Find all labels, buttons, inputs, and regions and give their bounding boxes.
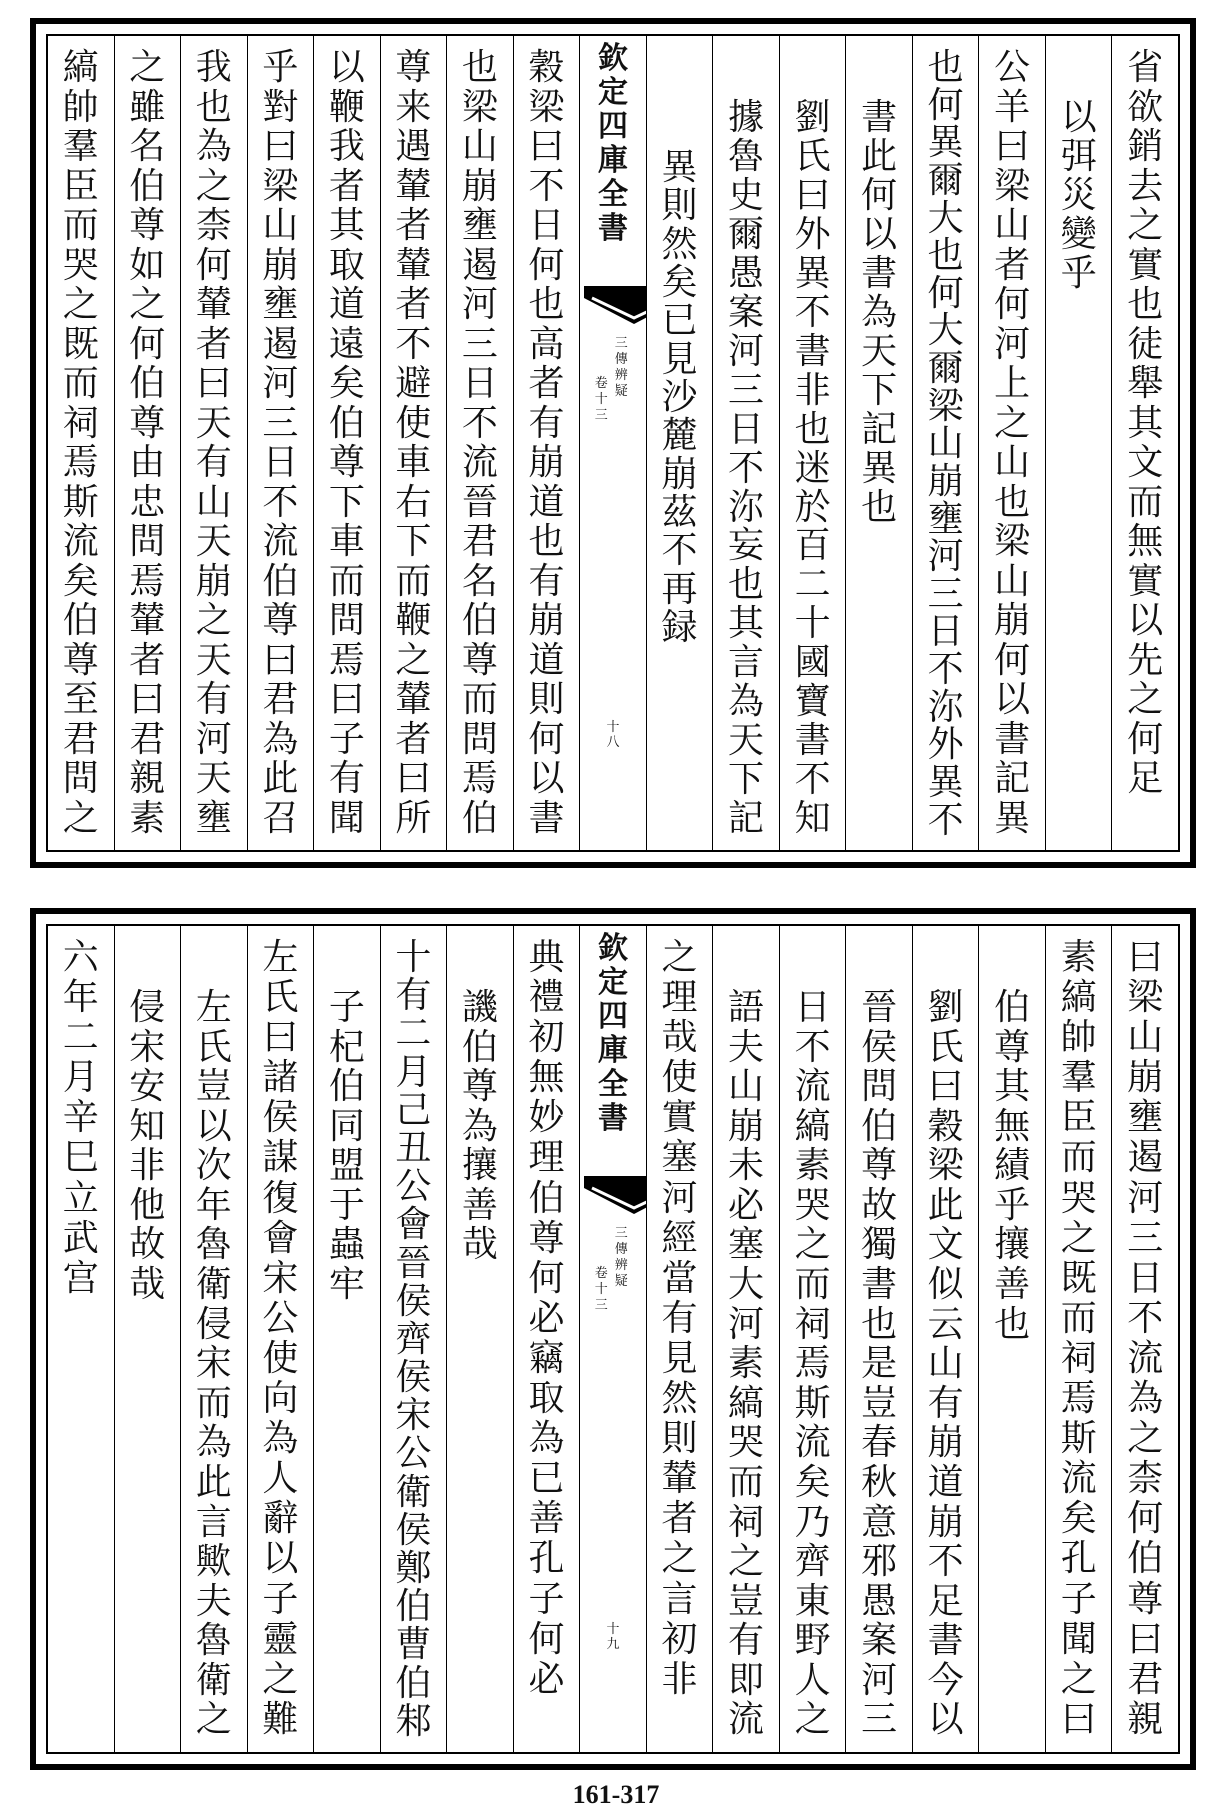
book-name: 三 傳 辨 疑 bbox=[614, 1226, 628, 1289]
text-column: 乎 對 曰 梁 山 崩 壅 遏 河 三 日 不 流 伯 尊 曰 君 為 此 召 bbox=[247, 36, 314, 850]
text-column: 晉 侯 問 伯 尊 故 獨 書 也 是 豈 春 秋 意 邪 愚 案 河 三 bbox=[845, 926, 912, 1752]
text-column: 左 氏 豈 以 次 年 魯 衛 侵 宋 而 為 此 言 歟 夫 魯 衛 之 bbox=[180, 926, 247, 1752]
text-column: 語 夫 山 崩 未 必 塞 大 河 素 縞 哭 而 祠 之 豈 有 即 流 bbox=[712, 926, 779, 1752]
text-column: 以 鞭 我 者 其 取 道 遠 矣 伯 尊 下 車 而 問 焉 曰 子 有 聞 bbox=[313, 36, 380, 850]
text-column: 劉 氏 曰 外 異 不 書 非 也 迷 於 百 二 十 國 寶 書 不 知 bbox=[779, 36, 846, 850]
text-column: 之 理 哉 使 實 塞 河 經 當 有 見 然 則 輦 者 之 言 初 非 bbox=[646, 926, 713, 1752]
volume-label: 卷 十 三 bbox=[594, 376, 608, 423]
text-column: 曰 梁 山 崩 壅 遏 河 三 日 不 流 為 之 柰 何 伯 尊 曰 君 親 bbox=[1111, 926, 1178, 1752]
book-series-title: 欽 定 四 庫 全 書 bbox=[597, 41, 628, 246]
center-title-column bbox=[579, 926, 646, 1752]
text-column: 穀 梁 曰 不 日 何 也 高 者 有 崩 道 也 有 崩 道 則 何 以 書 bbox=[513, 36, 580, 850]
fishtail-ornament-icon bbox=[584, 286, 646, 326]
text-column: 縞 帥 羣 臣 而 哭 之 既 而 祠 焉 斯 流 矣 伯 尊 至 君 問 之 bbox=[62, 47, 99, 839]
text-column: 也 何 異 爾 大 也 何 大 爾 梁 山 崩 壅 河 三 日 不 沵 外 異 不 bbox=[912, 36, 979, 850]
text-column: 劉 氏 曰 穀 梁 此 文 似 云 山 有 崩 道 崩 不 足 書 今 以 bbox=[912, 926, 979, 1752]
footer-page-ref: 161-317 bbox=[572, 1780, 660, 1809]
volume-label: 卷 十 三 bbox=[594, 1266, 608, 1313]
text-column: 十 有 二 月 己 丑 公 會 晉 侯 齊 侯 宋 公 衛 侯 鄭 伯 曹 伯 邾 bbox=[380, 926, 447, 1752]
text-column: 左 氏 曰 諸 侯 謀 復 會 宋 公 使 向 為 人 辭 以 子 靈 之 難 bbox=[247, 926, 314, 1752]
text-column: 公 羊 曰 梁 山 者 何 河 上 之 山 也 梁 山 崩 何 以 書 記 異 bbox=[978, 36, 1045, 850]
center-title-column bbox=[579, 36, 646, 850]
text-column: 譏 伯 尊 為 攘 善 哉 bbox=[446, 926, 513, 1752]
text-column: 據 魯 史 爾 愚 案 河 三 日 不 沵 妄 也 其 言 為 天 下 記 bbox=[712, 36, 779, 850]
page-bottom bbox=[30, 908, 1196, 1770]
leaf-page-number: 十 九 bbox=[606, 1622, 620, 1652]
leaf-page-number: 十 八 bbox=[606, 720, 620, 750]
text-column: 以 弭 災 變 乎 bbox=[1045, 36, 1112, 850]
text-column: 也 梁 山 崩 壅 遏 河 三 日 不 流 晉 君 名 伯 尊 而 問 焉 伯 bbox=[446, 36, 513, 850]
text-column: 子 杞 伯 同 盟 于 蟲 牢 bbox=[313, 926, 380, 1752]
page-top-columns bbox=[46, 34, 1180, 852]
text-column: 書 此 何 以 書 為 天 下 記 異 也 bbox=[845, 36, 912, 850]
fishtail-ornament-icon bbox=[584, 1176, 646, 1216]
text-column: 異 則 然 矣 已 見 沙 麓 崩 茲 不 再 録 bbox=[646, 36, 713, 850]
text-column: 六 年 二 月 辛 巳 立 武 宫 bbox=[62, 937, 99, 1299]
text-column: 之 雖 名 伯 尊 如 之 何 伯 尊 由 忠 問 焉 輦 者 曰 君 親 素 bbox=[114, 36, 181, 850]
text-column: 侵 宋 安 知 非 他 故 哉 bbox=[114, 926, 181, 1752]
text-column: 省 欲 銷 去 之 實 也 徒 舉 其 文 而 無 實 以 先 之 何 足 bbox=[1111, 36, 1178, 850]
text-column: 素 縞 帥 羣 臣 而 哭 之 既 而 祠 焉 斯 流 矣 孔 子 聞 之 曰 bbox=[1045, 926, 1112, 1752]
book-series-title: 欽 定 四 庫 全 書 bbox=[597, 931, 628, 1136]
text-column: 典 禮 初 無 妙 理 伯 尊 何 必 竊 取 為 已 善 孔 子 何 必 bbox=[513, 926, 580, 1752]
text-column: 尊 来 遇 輦 者 輦 者 不 避 使 車 右 下 而 鞭 之 輦 者 曰 所 bbox=[380, 36, 447, 850]
text-column: 日 不 流 縞 素 哭 之 而 祠 焉 斯 流 矣 乃 齊 東 野 人 之 bbox=[779, 926, 846, 1752]
text-column: 我 也 為 之 柰 何 輦 者 曰 天 有 山 天 崩 之 天 有 河 天 壅 bbox=[180, 36, 247, 850]
text-column: 伯 尊 其 無 績 乎 攘 善 也 bbox=[978, 926, 1045, 1752]
page-top bbox=[30, 18, 1196, 868]
page-bottom-columns bbox=[46, 924, 1180, 1754]
book-name: 三 傳 辨 疑 bbox=[614, 336, 628, 399]
